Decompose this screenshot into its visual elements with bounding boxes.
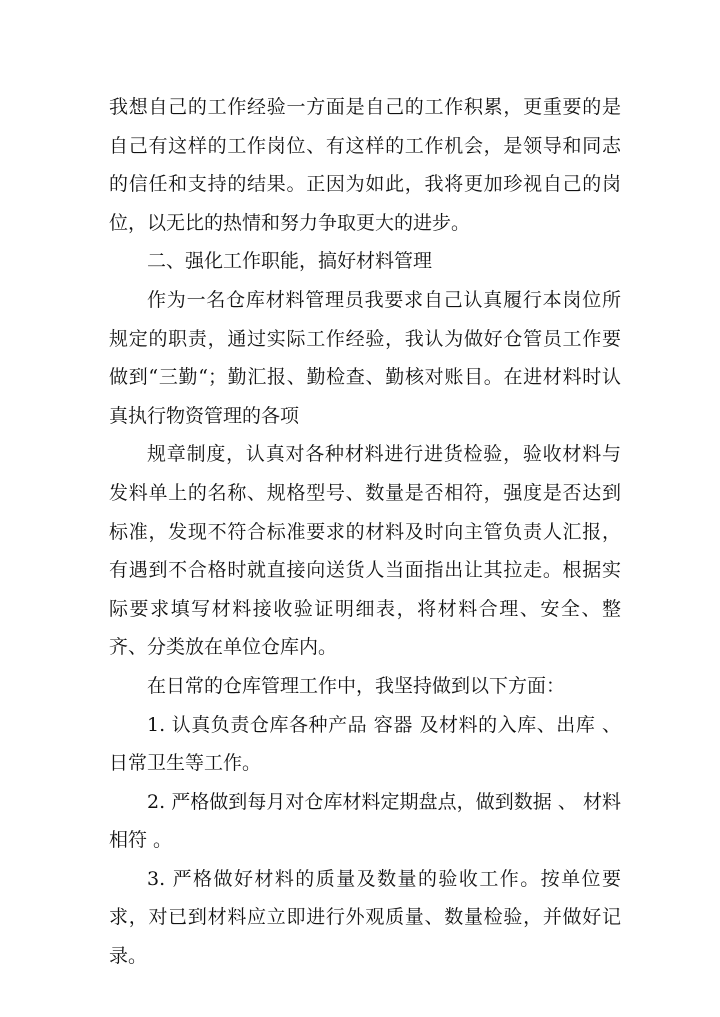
section-heading-material-management: 二、强化工作职能，搞好材料管理 (147, 250, 433, 273)
paragraph-inspection-rules: 规章制度，认真对各种材料进行进货检验，验收材料与发料单上的名称、规格型号、数量是否相符，强度是否达到标准，发现不符合标准要求的材料及时向主管负责人汇报，有遇到不合格时就直接向送货人当面指出让其拉走。根据实际要求填写材料接收验证明细表，将材料合理、安全、整齐、分类放在单位仓库内。 (109, 443, 621, 659)
document-body (109, 88, 621, 976)
paragraph-warehouse-duties: 作为一名仓库材料管理员我要求自己认真履行本岗位所规定的职责，通过实际工作经验，我认为做好仓管员工作要做到“三勤“；勤汇报、勤检查、勤核对账目。在进材料时认真执行物资管理的各项 (109, 288, 621, 427)
list-item-2: 2. 严格做到每月对仓库材料定期盘点，做到数据 、 材料相符 。 (109, 790, 621, 852)
list-item-1: 1. 认真负责仓库各种产品 容器 及材料的入库、出库 、日常卫生等工作。 (109, 713, 621, 775)
paragraph-work-experience: 我想自己的工作经验一方面是自己的工作积累，更重要的是自己有这样的工作岗位、有这样的工作机会，是领导和同志的信任和支持的结果。正因为如此，我将更加珍视自己的岗位，以无比的热情和努力争取更大的进步。 (109, 96, 621, 234)
paragraph-daily-management: 在日常的仓库管理工作中，我坚持做到以下方面： (147, 674, 566, 697)
list-item-3: 3. 严格做好材料的质量及数量的验收工作。按单位要求，对已到材料应立即进行外观质量、数量检验，并做好记录。 (109, 867, 621, 968)
